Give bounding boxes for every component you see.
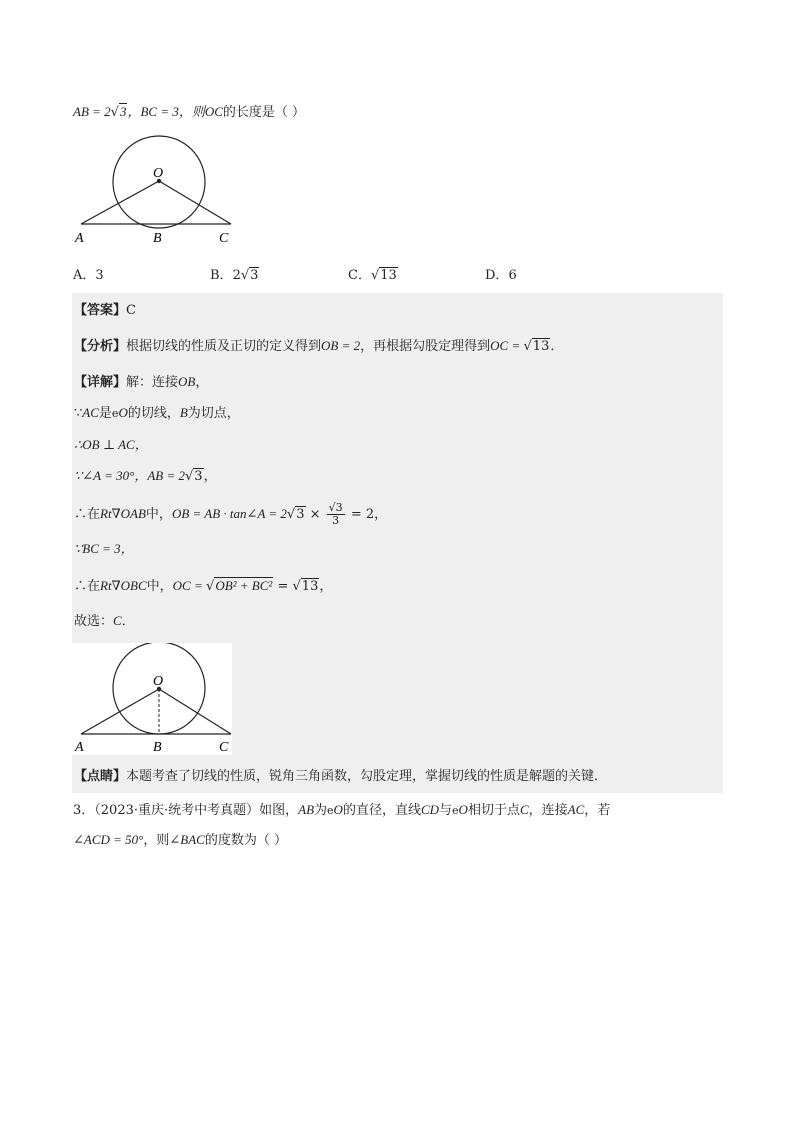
detail-l8-choice: C	[113, 613, 122, 628]
q3-circle-symbol: e	[327, 804, 334, 817]
detail-line-2	[74, 404, 240, 423]
q3-text-c: 的直径，直线	[342, 803, 421, 818]
detail-l7-radicand: OB² + BC²	[215, 578, 273, 593]
analysis-radicand: 13	[532, 339, 550, 354]
option-d-value: 6	[508, 268, 517, 283]
detail-l5-radicand: 3	[296, 507, 305, 522]
figure-1-circle-tangent	[72, 133, 242, 248]
detail-l5-mid: 中，	[145, 507, 172, 522]
detail-line-8	[74, 612, 135, 631]
detail-l7-end: ，	[319, 579, 333, 594]
analysis-line: 【分析】根据切线的性质及正切的定义得到OB = 2，再根据勾股定理得到OC = √13．	[74, 338, 564, 354]
detail-l7-eq2: =	[273, 579, 293, 594]
q3-circle-symbol-2: e	[452, 804, 459, 817]
detail-l5-eq: OB = AB · tan∠A = 2	[171, 506, 287, 521]
q3-angle-acd: ∠ACD = 50°	[73, 832, 144, 847]
eq-ab: AB = 2	[73, 104, 111, 119]
label-b: B	[153, 231, 162, 246]
q3-source: 3．（2023·重庆·统考中考真题）如图，	[73, 803, 299, 818]
label-b-2: B	[153, 740, 162, 755]
triangle-obc: Rt∇OBC	[100, 578, 147, 593]
option-b-coef: 2	[232, 268, 241, 283]
analysis-tag: 【分析】	[74, 339, 127, 354]
detail-l4-radicand: 3	[194, 469, 203, 484]
q3-text-then: ，则	[143, 833, 170, 848]
option-b-prefix: B．	[210, 268, 233, 283]
times-symbol: ×	[305, 507, 325, 522]
var-b: B	[179, 405, 188, 420]
detail-l7-prefix: ∴在	[74, 579, 101, 594]
label-c: C	[219, 231, 229, 246]
segment-oc-2	[159, 689, 231, 734]
comment-tag: 【点睛】	[74, 769, 127, 784]
option-a[interactable]	[73, 264, 104, 283]
option-d-prefix: D．	[485, 268, 509, 283]
fraction-numerator: √3	[328, 501, 343, 514]
analysis-text-1: 根据切线的性质及正切的定义得到	[126, 339, 322, 354]
q3-text-g: ，连接	[528, 803, 568, 818]
analysis-text-2: ，再根据勾股定理得到	[360, 339, 491, 354]
detail-l1-text: 解：连接	[126, 375, 179, 390]
q3-var-o: O	[333, 802, 343, 817]
q3-text-h: ，若	[584, 803, 611, 818]
detail-l8-text: 故选：	[74, 614, 114, 629]
triangle-oab: Rt∇OAB	[100, 506, 146, 521]
var-ac: AC	[82, 405, 99, 420]
detail-l7-radicand-2: 13	[301, 579, 319, 594]
eq-bc: ，BC = 3，则	[127, 104, 205, 119]
detail-l4-angle: ∵∠A = 30°，	[74, 468, 148, 483]
sqrt-3: 3	[119, 104, 127, 119]
detail-tag: 【详解】	[74, 375, 127, 390]
label-o: O	[153, 166, 164, 181]
comment-line	[74, 768, 607, 786]
q3-var-ab: AB	[298, 802, 315, 817]
detail-l2-text-d: 为切点，	[187, 406, 240, 421]
detail-l4-end: ，	[203, 469, 217, 484]
q3-angle-bac: ∠BAC	[169, 832, 205, 847]
detail-line-7: ∴在Rt∇OBC中，OC = √OB² + BC² = √13，	[74, 578, 333, 594]
answer-value: C	[126, 303, 136, 318]
because-symbol: ∵	[74, 406, 83, 421]
q3-var-o-2: O	[458, 802, 468, 817]
var-oc: OC	[204, 104, 223, 119]
circle-symbol: e	[111, 407, 119, 420]
q3-var-c: C	[519, 802, 529, 817]
segment-oc	[159, 181, 231, 224]
stem-tail: 的长度是（ ）	[222, 105, 306, 120]
segment-ao	[81, 181, 159, 224]
fraction-denominator: 3	[332, 514, 340, 527]
q3-var-ac: AC	[567, 802, 585, 817]
var-o: O	[118, 405, 128, 420]
option-d[interactable]	[485, 264, 517, 283]
label-a-2: A	[75, 740, 84, 755]
detail-l5-result: = 2，	[346, 507, 388, 522]
label-c-2: C	[219, 740, 229, 755]
answer-tag: 【答案】	[74, 303, 127, 318]
q3-text-d: 与	[439, 803, 453, 818]
detail-line-1	[74, 373, 208, 392]
detail-l8-end: ．	[121, 614, 135, 629]
q3-text-b: 为	[314, 803, 328, 818]
figure-2-circle-tangent	[72, 643, 232, 755]
detail-l2-text-c: 的切线，	[127, 406, 180, 421]
option-a-value: 3	[95, 268, 104, 283]
detail-l7-mid: 中，	[146, 579, 173, 594]
analysis-end: ．	[550, 339, 564, 354]
detail-l5-prefix: ∴在	[74, 507, 101, 522]
option-b-radicand: 3	[250, 268, 259, 283]
q3-var-cd: CD	[420, 802, 440, 817]
segment-ao-2	[81, 689, 159, 734]
label-o-2: O	[153, 674, 164, 689]
question-3-line-1	[73, 801, 610, 820]
detail-line-6: ∵BC = 3，	[74, 541, 134, 556]
question-3-line-2	[73, 831, 287, 850]
analysis-eq-2: OC =	[490, 338, 524, 353]
option-c[interactable]: C．√13	[348, 268, 397, 283]
detail-l1-math: OB	[178, 374, 196, 389]
option-a-prefix: A．	[73, 268, 96, 283]
analysis-eq-1: OB = 2	[321, 338, 361, 353]
question-2-stem: AB = 2√3，BC = 3，则OC的长度是（ ）	[73, 104, 306, 120]
q3-text-f: 相切于点	[467, 803, 520, 818]
fraction-sqrt3-over-3	[327, 502, 345, 527]
detail-l7-eq: OC =	[172, 578, 207, 593]
detail-l1-end: ，	[195, 375, 209, 390]
label-a: A	[75, 231, 84, 246]
detail-line-3: ∴OB ⊥ AC，	[74, 437, 148, 452]
option-c-radicand: 13	[380, 268, 397, 283]
detail-line-4: ∵∠A = 30°，AB = 2√3，	[74, 468, 217, 484]
option-b[interactable]: B．2√3	[210, 268, 259, 283]
option-c-prefix: C．	[348, 268, 371, 283]
detail-l2-text-b: 是	[98, 406, 112, 421]
q3-text-tail: 的度数为（ ）	[204, 833, 287, 848]
detail-line-5: ∴在Rt∇OAB中，OB = AB · tan∠A = 2√3 × $\frac{√3}{3}$ = 2，	[74, 501, 388, 527]
answer-line	[74, 302, 136, 320]
comment-text: 本题考查了切线的性质，锐角三角函数，勾股定理，掌握切线的性质是解题的关键．	[126, 769, 608, 784]
detail-l4-ab: AB = 2	[147, 468, 185, 483]
